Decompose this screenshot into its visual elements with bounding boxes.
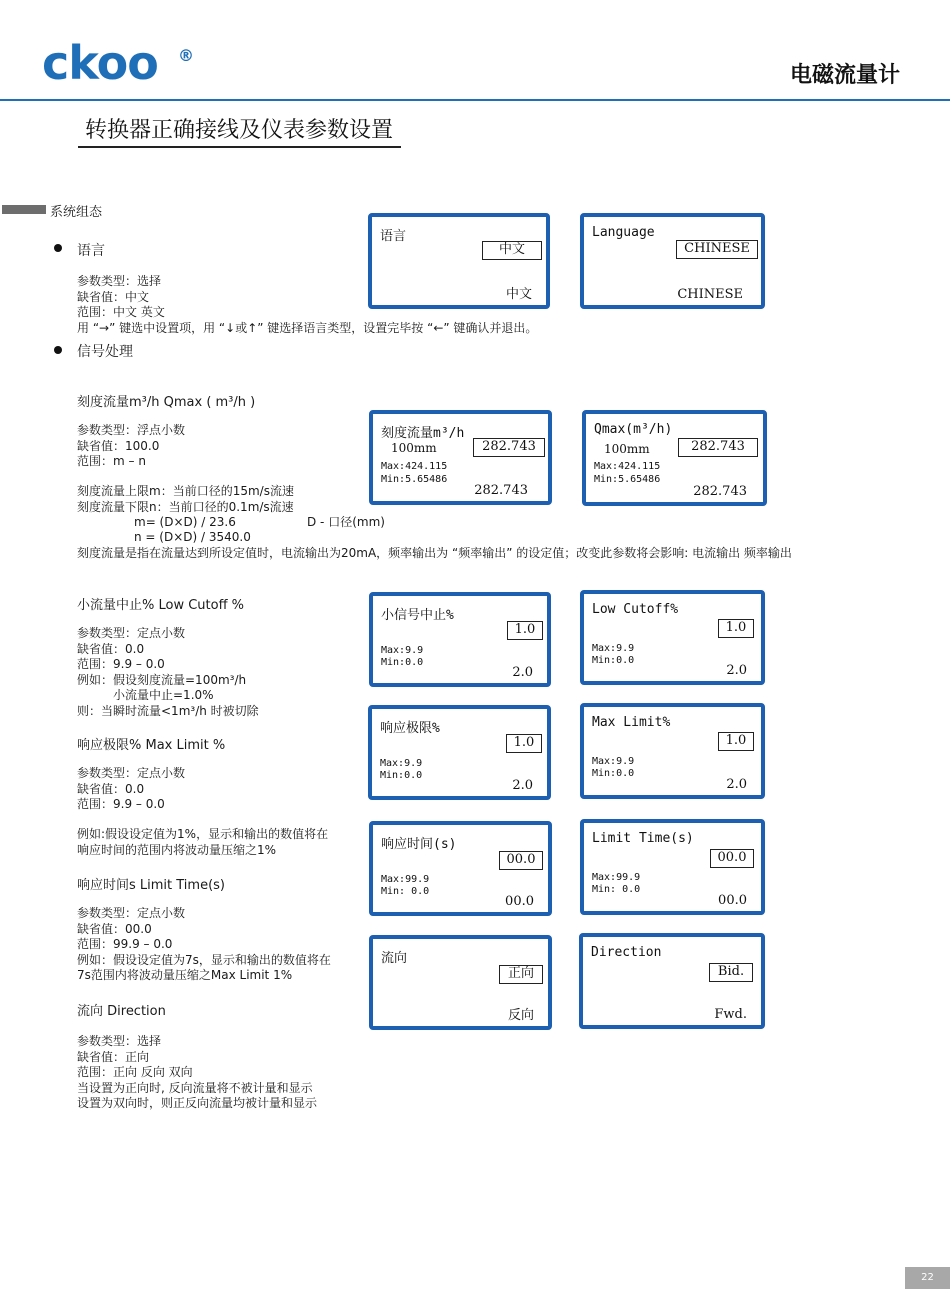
lcd-panel-limit-cn	[368, 705, 551, 800]
limit-time-heading: 响应时间s Limit Time(s)	[77, 878, 225, 893]
panel-max: Max:9.9	[592, 756, 635, 767]
text-line: 参数类型：定点小数	[77, 766, 186, 780]
language-heading: 语言	[77, 243, 105, 259]
panel-bottom-value: 2.0	[512, 778, 533, 793]
max-limit-example	[77, 827, 328, 858]
panel-value: Bid.	[709, 963, 753, 982]
header-divider	[0, 99, 950, 101]
panel-min: Min:5.65486	[594, 474, 661, 485]
panel-bottom-value: 2.0	[726, 663, 747, 678]
low-cutoff-description	[77, 626, 259, 719]
text-line: 缺省值：00.0	[77, 921, 152, 936]
panel-bottom-value: 中文	[505, 287, 532, 302]
text-line: 例如：假设设定值为7s，显示和输出的数值将在	[77, 952, 331, 967]
panel-bottom-value: Fwd.	[714, 1007, 747, 1022]
text-line: 范围：正向 反向 双向	[77, 1065, 193, 1079]
brand-logo: ckoo	[42, 36, 158, 90]
panel-value: 1.0	[507, 621, 543, 640]
flow-range-heading: 刻度流量m³/h Qmax ( m³/h )	[77, 395, 256, 410]
panel-size: 100mm	[604, 442, 650, 456]
title-underline	[78, 146, 401, 148]
bullet-icon	[54, 244, 62, 252]
panel-bottom-value: 反向	[507, 1008, 534, 1023]
panel-min: Min: 0.0	[592, 884, 641, 895]
panel-bottom-value: 2.0	[512, 665, 533, 680]
panel-title: Qmax(m³/h)	[594, 422, 673, 437]
registered-mark: ®	[178, 46, 194, 65]
panel-title: Max Limit%	[592, 715, 671, 730]
lcd-panel-direction-cn	[369, 935, 552, 1030]
signal-heading: 信号处理	[77, 344, 133, 360]
lcd-panel-cutoff-cn	[369, 592, 551, 687]
diameter-note: D - 口径(mm)	[307, 515, 385, 529]
flow-range-params	[77, 423, 185, 470]
panel-title: 小信号中止%	[381, 608, 454, 623]
panel-min: Min:0.0	[592, 768, 635, 779]
text-line: 小流量中止=1.0%	[77, 688, 214, 702]
panel-value: 282.743	[473, 438, 545, 457]
panel-value: 00.0	[499, 851, 543, 870]
text-line: 缺省值：正向	[77, 1049, 150, 1064]
panel-min: Min:0.0	[381, 657, 424, 668]
panel-value: 1.0	[718, 619, 754, 638]
panel-title: 流向	[381, 951, 408, 966]
product-name: 电磁流量计	[789, 63, 900, 88]
panel-bottom-value: CHINESE	[677, 287, 743, 302]
text-line: 范围：9.9 – 0.0	[77, 797, 165, 811]
text-line: 刻度流量下限n：当前口径的0.1m/s流速	[77, 499, 294, 514]
lcd-panel-direction-en	[579, 933, 765, 1029]
panel-min: Min:0.0	[380, 770, 423, 781]
panel-value: 282.743	[678, 438, 758, 457]
panel-max: Max:424.115	[594, 461, 661, 472]
text-line: 参数类型：选择	[77, 1034, 162, 1048]
max-limit-heading: 响应极限% Max Limit %	[77, 738, 226, 753]
lcd-panel-language-cn	[368, 213, 550, 309]
panel-bottom-value: 00.0	[505, 894, 534, 909]
flow-range-note: 刻度流量是指在流量达到所设定值时，电流输出为20mA，频率输出为 “频率输出” 的设定值；改变此参数将会影响: 电流输出 频率输出	[77, 546, 792, 560]
panel-min: Min:0.0	[592, 655, 635, 666]
text-line: 设置为双向时，则正反向流量均被计量和显示	[77, 1096, 318, 1110]
panel-title: 响应极限%	[380, 721, 440, 736]
panel-bottom-value: 282.743	[693, 484, 747, 499]
max-limit-description	[77, 766, 185, 813]
text-line: 7s范围内将波动量压缩之Max Limit 1%	[77, 968, 293, 982]
lcd-panel-time-en	[580, 819, 765, 915]
text-line: 用 “→” 键选中设置项，用 “↓或↑” 键选择语言类型，设置完毕按 “←” 键确认并退出。	[77, 320, 538, 335]
panel-min: Min:5.65486	[381, 474, 448, 485]
panel-min: Min: 0.0	[381, 886, 430, 897]
lcd-panel-limit-en	[580, 703, 765, 799]
text-line: 参数类型：定点小数	[77, 906, 186, 920]
page-title: 转换器正确接线及仪表参数设置	[85, 118, 394, 143]
panel-title: Low Cutoff%	[592, 602, 679, 617]
text-line: 响应时间的范围内将波动量压缩之1%	[77, 842, 277, 857]
panel-value: 中文	[482, 241, 542, 260]
panel-max: Max:424.115	[381, 461, 448, 472]
text-line: 范围：99.9 – 0.0	[77, 937, 173, 951]
formula-m: m= (D×D) / 23.6	[134, 515, 236, 529]
panel-max: Max:9.9	[592, 643, 635, 654]
section-label: 系统组态	[50, 205, 103, 220]
page-number: 22	[905, 1267, 950, 1289]
bullet-icon	[54, 346, 62, 354]
flow-range-limits	[77, 484, 294, 515]
lcd-panel-language-en	[580, 213, 765, 309]
panel-value: CHINESE	[676, 240, 758, 259]
panel-title: Limit Time(s)	[592, 831, 694, 846]
text-line: 范围：m – n	[77, 454, 146, 468]
text-line: 范围：中文 英文	[77, 305, 165, 319]
low-cutoff-heading: 小流量中止% Low Cutoff %	[77, 598, 245, 613]
text-line: 当设置为正向时, 反向流量将不被计量和显示	[77, 1080, 313, 1095]
text-line: 缺省值：100.0	[77, 438, 160, 453]
panel-value: 00.0	[710, 849, 754, 868]
panel-bottom-value: 2.0	[726, 777, 747, 792]
panel-title: 语言	[380, 229, 407, 244]
lcd-panel-flow-en	[582, 410, 767, 506]
lcd-panel-cutoff-en	[580, 590, 765, 685]
panel-max: Max:9.9	[380, 758, 423, 769]
panel-title: 响应时间(s)	[381, 837, 457, 852]
direction-description	[77, 1034, 317, 1112]
text-line: 参数类型：定点小数	[77, 626, 186, 640]
text-line: 例如：假设刻度流量=100m³/h	[77, 672, 247, 687]
formula-n: n = (D×D) / 3540.0	[134, 530, 251, 544]
text-line: 参数类型：选择	[77, 274, 162, 288]
lcd-panel-flow-cn	[369, 410, 552, 505]
limit-time-description	[77, 906, 331, 984]
panel-max: Max:99.9	[592, 872, 641, 883]
panel-value: 1.0	[506, 734, 542, 753]
panel-value: 1.0	[718, 732, 754, 751]
text-line: 例如:假设设定值为1%，显示和输出的数值将在	[77, 827, 329, 841]
panel-value: 正向	[499, 965, 543, 984]
lcd-panel-time-cn	[369, 821, 552, 916]
panel-bottom-value: 282.743	[474, 483, 528, 498]
panel-title: Direction	[591, 945, 662, 960]
text-line: 则：当瞬时流量<1m³/h 时被切除	[77, 703, 259, 718]
text-line: 缺省值：0.0	[77, 641, 145, 656]
panel-title: Language	[592, 225, 655, 240]
text-line: 范围：9.9 – 0.0	[77, 657, 165, 671]
text-line: 缺省值：0.0	[77, 781, 145, 796]
panel-size: 100mm	[391, 441, 437, 455]
section-marker	[2, 205, 46, 214]
panel-max: Max:99.9	[381, 874, 430, 885]
panel-title: 刻度流量m³/h	[381, 426, 465, 441]
text-line: 刻度流量上限m：当前口径的15m/s流速	[77, 484, 294, 498]
text-line: 缺省值：中文	[77, 289, 150, 304]
text-line: 参数类型：浮点小数	[77, 423, 186, 437]
panel-max: Max:9.9	[381, 645, 424, 656]
panel-bottom-value: 00.0	[718, 893, 747, 908]
direction-heading: 流向 Direction	[77, 1004, 166, 1019]
